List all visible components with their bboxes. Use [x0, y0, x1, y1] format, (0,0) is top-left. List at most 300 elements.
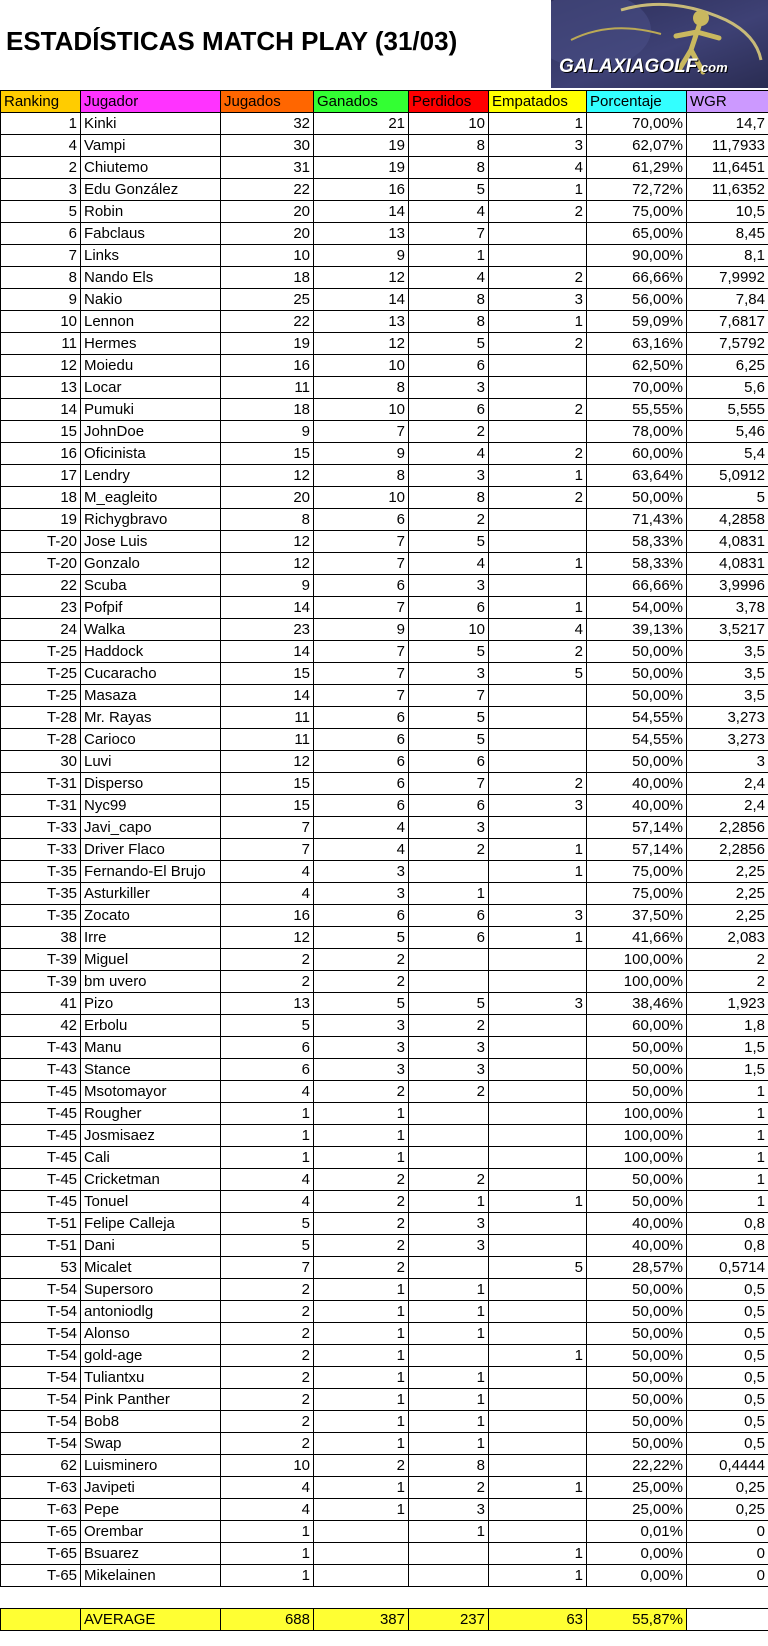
jugados-cell: 20: [221, 487, 314, 509]
ranking-cell: 3: [1, 179, 81, 201]
ranking-cell: T-35: [1, 861, 81, 883]
empatados-cell: [489, 1389, 587, 1411]
ranking-cell: T-33: [1, 817, 81, 839]
empatados-cell: 3: [489, 795, 587, 817]
jugados-cell: 10: [221, 1455, 314, 1477]
perdidos-cell: 2: [409, 1015, 489, 1037]
column-header-ganados: Ganados: [314, 91, 409, 113]
wgr-cell: 3,5: [687, 663, 768, 685]
ranking-cell: T-45: [1, 1191, 81, 1213]
empatados-cell: [489, 729, 587, 751]
empatados-cell: [489, 355, 587, 377]
player-name-cell: Haddock: [81, 641, 221, 663]
porcentaje-cell: 50,00%: [587, 751, 687, 773]
jugados-cell: 4: [221, 1081, 314, 1103]
table-row: [1, 1389, 768, 1411]
player-name-cell: Swap: [81, 1433, 221, 1455]
player-name-cell: Pumuki: [81, 399, 221, 421]
player-name-cell: Cricketman: [81, 1169, 221, 1191]
average-wgr-cell: [687, 1609, 768, 1631]
wgr-cell: 1: [687, 1103, 768, 1125]
perdidos-cell: [409, 1125, 489, 1147]
wgr-cell: 0: [687, 1543, 768, 1565]
perdidos-cell: 7: [409, 773, 489, 795]
player-name-cell: Lennon: [81, 311, 221, 333]
jugados-cell: 11: [221, 707, 314, 729]
table-row: [1, 443, 768, 465]
wgr-cell: 2,25: [687, 883, 768, 905]
table-row: [1, 927, 768, 949]
perdidos-cell: 5: [409, 707, 489, 729]
ranking-cell: T-45: [1, 1125, 81, 1147]
jugados-cell: 10: [221, 245, 314, 267]
ganados-cell: 10: [314, 355, 409, 377]
table-row: [1, 1103, 768, 1125]
player-name-cell: Pofpif: [81, 597, 221, 619]
perdidos-cell: 5: [409, 641, 489, 663]
perdidos-cell: 1: [409, 1367, 489, 1389]
porcentaje-cell: 50,00%: [587, 1433, 687, 1455]
porcentaje-cell: 50,00%: [587, 1191, 687, 1213]
player-name-cell: Walka: [81, 619, 221, 641]
wgr-cell: 3,5217: [687, 619, 768, 641]
ganados-cell: 6: [314, 751, 409, 773]
table-row: [1, 1543, 768, 1565]
ganados-cell: 1: [314, 1477, 409, 1499]
average-perdidos: 237: [409, 1609, 489, 1631]
ranking-cell: 1: [1, 113, 81, 135]
porcentaje-cell: 50,00%: [587, 1323, 687, 1345]
player-name-cell: Edu González: [81, 179, 221, 201]
ganados-cell: 19: [314, 135, 409, 157]
table-row: [1, 905, 768, 927]
porcentaje-cell: 39,13%: [587, 619, 687, 641]
ganados-cell: 12: [314, 333, 409, 355]
perdidos-cell: 2: [409, 1081, 489, 1103]
average-label: AVERAGE: [81, 1609, 221, 1631]
ranking-cell: 16: [1, 443, 81, 465]
jugados-cell: 9: [221, 421, 314, 443]
wgr-cell: 2: [687, 971, 768, 993]
table-row: [1, 553, 768, 575]
ganados-cell: 5: [314, 927, 409, 949]
ranking-cell: T-33: [1, 839, 81, 861]
wgr-cell: 11,7933: [687, 135, 768, 157]
wgr-cell: 8,45: [687, 223, 768, 245]
table-row: [1, 751, 768, 773]
jugados-cell: 6: [221, 1037, 314, 1059]
player-name-cell: Vampi: [81, 135, 221, 157]
table-row: [1, 1191, 768, 1213]
wgr-cell: 10,5: [687, 201, 768, 223]
empatados-cell: [489, 245, 587, 267]
player-name-cell: Fernando-El Brujo: [81, 861, 221, 883]
empatados-cell: [489, 1499, 587, 1521]
table-row: [1, 267, 768, 289]
player-name-cell: Orembar: [81, 1521, 221, 1543]
porcentaje-cell: 61,29%: [587, 157, 687, 179]
wgr-cell: 3,78: [687, 597, 768, 619]
ganados-cell: 19: [314, 157, 409, 179]
table-row: [1, 1565, 768, 1587]
porcentaje-cell: 75,00%: [587, 201, 687, 223]
wgr-cell: 5,555: [687, 399, 768, 421]
empatados-cell: [489, 1169, 587, 1191]
ganados-cell: 10: [314, 487, 409, 509]
ranking-cell: T-35: [1, 905, 81, 927]
ranking-cell: 53: [1, 1257, 81, 1279]
jugados-cell: 14: [221, 685, 314, 707]
jugados-cell: 2: [221, 1411, 314, 1433]
empatados-cell: 4: [489, 619, 587, 641]
wgr-cell: 11,6352: [687, 179, 768, 201]
wgr-cell: 1,923: [687, 993, 768, 1015]
jugados-cell: 4: [221, 883, 314, 905]
perdidos-cell: 6: [409, 905, 489, 927]
perdidos-cell: [409, 971, 489, 993]
porcentaje-cell: 57,14%: [587, 839, 687, 861]
empatados-cell: 1: [489, 465, 587, 487]
table-row: [1, 949, 768, 971]
ranking-cell: T-54: [1, 1389, 81, 1411]
wgr-cell: 0,8: [687, 1213, 768, 1235]
porcentaje-cell: 100,00%: [587, 1125, 687, 1147]
ganados-cell: 1: [314, 1345, 409, 1367]
ganados-cell: 14: [314, 289, 409, 311]
jugados-cell: 2: [221, 971, 314, 993]
table-row: [1, 1257, 768, 1279]
player-name-cell: antoniodlg: [81, 1301, 221, 1323]
ganados-cell: 2: [314, 1081, 409, 1103]
perdidos-cell: 6: [409, 355, 489, 377]
ranking-cell: T-51: [1, 1213, 81, 1235]
porcentaje-cell: 63,16%: [587, 333, 687, 355]
player-name-cell: Nyc99: [81, 795, 221, 817]
jugados-cell: 22: [221, 311, 314, 333]
wgr-cell: 4,2858: [687, 509, 768, 531]
jugados-cell: 18: [221, 399, 314, 421]
wgr-cell: 0: [687, 1565, 768, 1587]
jugados-cell: 32: [221, 113, 314, 135]
perdidos-cell: [409, 861, 489, 883]
table-row: [1, 663, 768, 685]
empatados-cell: [489, 1147, 587, 1169]
ganados-cell: 6: [314, 795, 409, 817]
empatados-cell: 2: [489, 201, 587, 223]
porcentaje-cell: 58,33%: [587, 531, 687, 553]
ranking-cell: 41: [1, 993, 81, 1015]
ganados-cell: 1: [314, 1499, 409, 1521]
porcentaje-cell: 40,00%: [587, 1213, 687, 1235]
ranking-cell: T-35: [1, 883, 81, 905]
porcentaje-cell: 22,22%: [587, 1455, 687, 1477]
perdidos-cell: 7: [409, 685, 489, 707]
ranking-cell: 12: [1, 355, 81, 377]
wgr-cell: 0: [687, 1521, 768, 1543]
jugados-cell: 2: [221, 1345, 314, 1367]
table-row: [1, 245, 768, 267]
ganados-cell: 12: [314, 267, 409, 289]
empatados-cell: [489, 1037, 587, 1059]
player-name-cell: Pepe: [81, 1499, 221, 1521]
player-name-cell: Cucaracho: [81, 663, 221, 685]
perdidos-cell: 4: [409, 267, 489, 289]
ganados-cell: 10: [314, 399, 409, 421]
porcentaje-cell: 50,00%: [587, 1367, 687, 1389]
jugados-cell: 11: [221, 729, 314, 751]
table-row: [1, 1521, 768, 1543]
jugados-cell: 11: [221, 377, 314, 399]
perdidos-cell: 1: [409, 1433, 489, 1455]
wgr-cell: 4,0831: [687, 531, 768, 553]
ranking-cell: 2: [1, 157, 81, 179]
wgr-cell: 4,0831: [687, 553, 768, 575]
wgr-cell: 0,5: [687, 1367, 768, 1389]
ganados-cell: 21: [314, 113, 409, 135]
jugados-cell: 18: [221, 267, 314, 289]
jugados-cell: 5: [221, 1235, 314, 1257]
player-name-cell: Mr. Rayas: [81, 707, 221, 729]
perdidos-cell: 1: [409, 1521, 489, 1543]
ganados-cell: 4: [314, 839, 409, 861]
player-name-cell: Supersoro: [81, 1279, 221, 1301]
wgr-cell: 2,4: [687, 773, 768, 795]
ganados-cell: 3: [314, 1059, 409, 1081]
wgr-cell: 1,5: [687, 1059, 768, 1081]
wgr-cell: 2,2856: [687, 817, 768, 839]
player-name-cell: Javi_capo: [81, 817, 221, 839]
ganados-cell: 2: [314, 1455, 409, 1477]
empatados-cell: 1: [489, 553, 587, 575]
column-header-porcentaje: Porcentaje: [587, 91, 687, 113]
jugados-cell: 4: [221, 861, 314, 883]
wgr-cell: 0,5: [687, 1279, 768, 1301]
jugados-cell: 14: [221, 641, 314, 663]
jugados-cell: 14: [221, 597, 314, 619]
empatados-cell: [489, 971, 587, 993]
ganados-cell: 9: [314, 245, 409, 267]
ganados-cell: 1: [314, 1411, 409, 1433]
ranking-cell: T-63: [1, 1499, 81, 1521]
empatados-cell: 2: [489, 333, 587, 355]
porcentaje-cell: 40,00%: [587, 795, 687, 817]
player-name-cell: Fabclaus: [81, 223, 221, 245]
porcentaje-cell: 28,57%: [587, 1257, 687, 1279]
player-name-cell: Javipeti: [81, 1477, 221, 1499]
ganados-cell: 1: [314, 1103, 409, 1125]
porcentaje-cell: 59,09%: [587, 311, 687, 333]
perdidos-cell: 6: [409, 795, 489, 817]
porcentaje-cell: 54,55%: [587, 729, 687, 751]
porcentaje-cell: 50,00%: [587, 1345, 687, 1367]
table-row: [1, 817, 768, 839]
wgr-cell: 3,273: [687, 729, 768, 751]
jugados-cell: 2: [221, 1323, 314, 1345]
empatados-cell: [489, 421, 587, 443]
ranking-cell: 5: [1, 201, 81, 223]
empatados-cell: 1: [489, 861, 587, 883]
player-name-cell: Gonzalo: [81, 553, 221, 575]
porcentaje-cell: 50,00%: [587, 487, 687, 509]
ganados-cell: 1: [314, 1279, 409, 1301]
empatados-cell: 1: [489, 113, 587, 135]
porcentaje-cell: 50,00%: [587, 1081, 687, 1103]
table-row: [1, 707, 768, 729]
empatados-cell: [489, 1433, 587, 1455]
wgr-cell: 6,25: [687, 355, 768, 377]
average-ranking-cell: [1, 1609, 81, 1631]
perdidos-cell: [409, 1147, 489, 1169]
jugados-cell: 15: [221, 795, 314, 817]
porcentaje-cell: 70,00%: [587, 113, 687, 135]
jugados-cell: 1: [221, 1147, 314, 1169]
perdidos-cell: 3: [409, 663, 489, 685]
porcentaje-cell: 50,00%: [587, 663, 687, 685]
player-name-cell: Alonso: [81, 1323, 221, 1345]
ranking-cell: 15: [1, 421, 81, 443]
perdidos-cell: [409, 1565, 489, 1587]
empatados-cell: 5: [489, 1257, 587, 1279]
porcentaje-cell: 62,50%: [587, 355, 687, 377]
porcentaje-cell: 41,66%: [587, 927, 687, 949]
player-name-cell: JohnDoe: [81, 421, 221, 443]
jugados-cell: 22: [221, 179, 314, 201]
player-name-cell: Cali: [81, 1147, 221, 1169]
perdidos-cell: 6: [409, 927, 489, 949]
table-row: [1, 311, 768, 333]
empatados-cell: [489, 1455, 587, 1477]
column-header-jugador: Jugador: [81, 91, 221, 113]
ranking-cell: T-20: [1, 531, 81, 553]
ganados-cell: 13: [314, 311, 409, 333]
jugados-cell: 16: [221, 355, 314, 377]
ganados-cell: 8: [314, 377, 409, 399]
perdidos-cell: 1: [409, 1411, 489, 1433]
column-header-empatados: Empatados: [489, 91, 587, 113]
player-name-cell: Oficinista: [81, 443, 221, 465]
porcentaje-cell: 0,01%: [587, 1521, 687, 1543]
ganados-cell: 1: [314, 1323, 409, 1345]
ranking-cell: 22: [1, 575, 81, 597]
empatados-cell: [489, 685, 587, 707]
wgr-cell: 1: [687, 1147, 768, 1169]
ganados-cell: [314, 1543, 409, 1565]
porcentaje-cell: 0,00%: [587, 1565, 687, 1587]
wgr-cell: 1: [687, 1191, 768, 1213]
porcentaje-cell: 25,00%: [587, 1499, 687, 1521]
porcentaje-cell: 50,00%: [587, 1059, 687, 1081]
jugados-cell: 2: [221, 1279, 314, 1301]
average-porcentaje: 55,87%: [587, 1609, 687, 1631]
jugados-cell: 1: [221, 1521, 314, 1543]
table-row: [1, 1345, 768, 1367]
ranking-cell: 38: [1, 927, 81, 949]
ganados-cell: 1: [314, 1367, 409, 1389]
header-row: [1, 91, 768, 113]
ranking-cell: 62: [1, 1455, 81, 1477]
porcentaje-cell: 90,00%: [587, 245, 687, 267]
ganados-cell: 6: [314, 773, 409, 795]
page-title: ESTADÍSTICAS MATCH PLAY (31/03): [6, 26, 458, 56]
wgr-cell: 8,1: [687, 245, 768, 267]
wgr-cell: 2: [687, 949, 768, 971]
perdidos-cell: 2: [409, 509, 489, 531]
ranking-cell: T-54: [1, 1367, 81, 1389]
table-row: [1, 1411, 768, 1433]
jugados-cell: 1: [221, 1565, 314, 1587]
jugados-cell: 5: [221, 1015, 314, 1037]
ranking-cell: T-20: [1, 553, 81, 575]
player-name-cell: Bob8: [81, 1411, 221, 1433]
perdidos-cell: 3: [409, 575, 489, 597]
perdidos-cell: [409, 1103, 489, 1125]
player-name-cell: Disperso: [81, 773, 221, 795]
ranking-cell: T-63: [1, 1477, 81, 1499]
porcentaje-cell: 37,50%: [587, 905, 687, 927]
empatados-cell: 2: [489, 487, 587, 509]
player-name-cell: Links: [81, 245, 221, 267]
porcentaje-cell: 72,72%: [587, 179, 687, 201]
ranking-cell: T-25: [1, 641, 81, 663]
porcentaje-cell: 50,00%: [587, 641, 687, 663]
ganados-cell: 7: [314, 553, 409, 575]
wgr-cell: 1,8: [687, 1015, 768, 1037]
table-row: [1, 333, 768, 355]
empatados-cell: [489, 1125, 587, 1147]
perdidos-cell: 5: [409, 333, 489, 355]
player-name-cell: bm uvero: [81, 971, 221, 993]
wgr-cell: 5,6: [687, 377, 768, 399]
player-name-cell: Nakio: [81, 289, 221, 311]
player-name-cell: Rougher: [81, 1103, 221, 1125]
empatados-cell: [489, 509, 587, 531]
wgr-cell: 1: [687, 1081, 768, 1103]
wgr-cell: 2,083: [687, 927, 768, 949]
player-name-cell: Erbolu: [81, 1015, 221, 1037]
porcentaje-cell: 100,00%: [587, 971, 687, 993]
wgr-cell: 3,9996: [687, 575, 768, 597]
wgr-cell: 2,25: [687, 905, 768, 927]
wgr-cell: 0,5714: [687, 1257, 768, 1279]
porcentaje-cell: 78,00%: [587, 421, 687, 443]
wgr-cell: 3,5: [687, 685, 768, 707]
average-row: [1, 1609, 768, 1631]
perdidos-cell: 3: [409, 1213, 489, 1235]
table-row: [1, 201, 768, 223]
empatados-cell: 2: [489, 399, 587, 421]
ganados-cell: 3: [314, 1015, 409, 1037]
table-body: [1, 113, 768, 1587]
table-row: [1, 531, 768, 553]
ranking-cell: T-43: [1, 1059, 81, 1081]
table-row: [1, 839, 768, 861]
player-name-cell: Locar: [81, 377, 221, 399]
ganados-cell: 8: [314, 465, 409, 487]
ganados-cell: [314, 1565, 409, 1587]
wgr-cell: 1: [687, 1169, 768, 1191]
empatados-cell: [489, 1213, 587, 1235]
jugados-cell: 12: [221, 927, 314, 949]
player-name-cell: Miguel: [81, 949, 221, 971]
table-row: [1, 1213, 768, 1235]
ganados-cell: 6: [314, 905, 409, 927]
empatados-cell: 4: [489, 157, 587, 179]
ganados-cell: 2: [314, 1169, 409, 1191]
column-header-jugados: Jugados: [221, 91, 314, 113]
perdidos-cell: 1: [409, 245, 489, 267]
player-name-cell: Scuba: [81, 575, 221, 597]
ranking-cell: T-45: [1, 1081, 81, 1103]
